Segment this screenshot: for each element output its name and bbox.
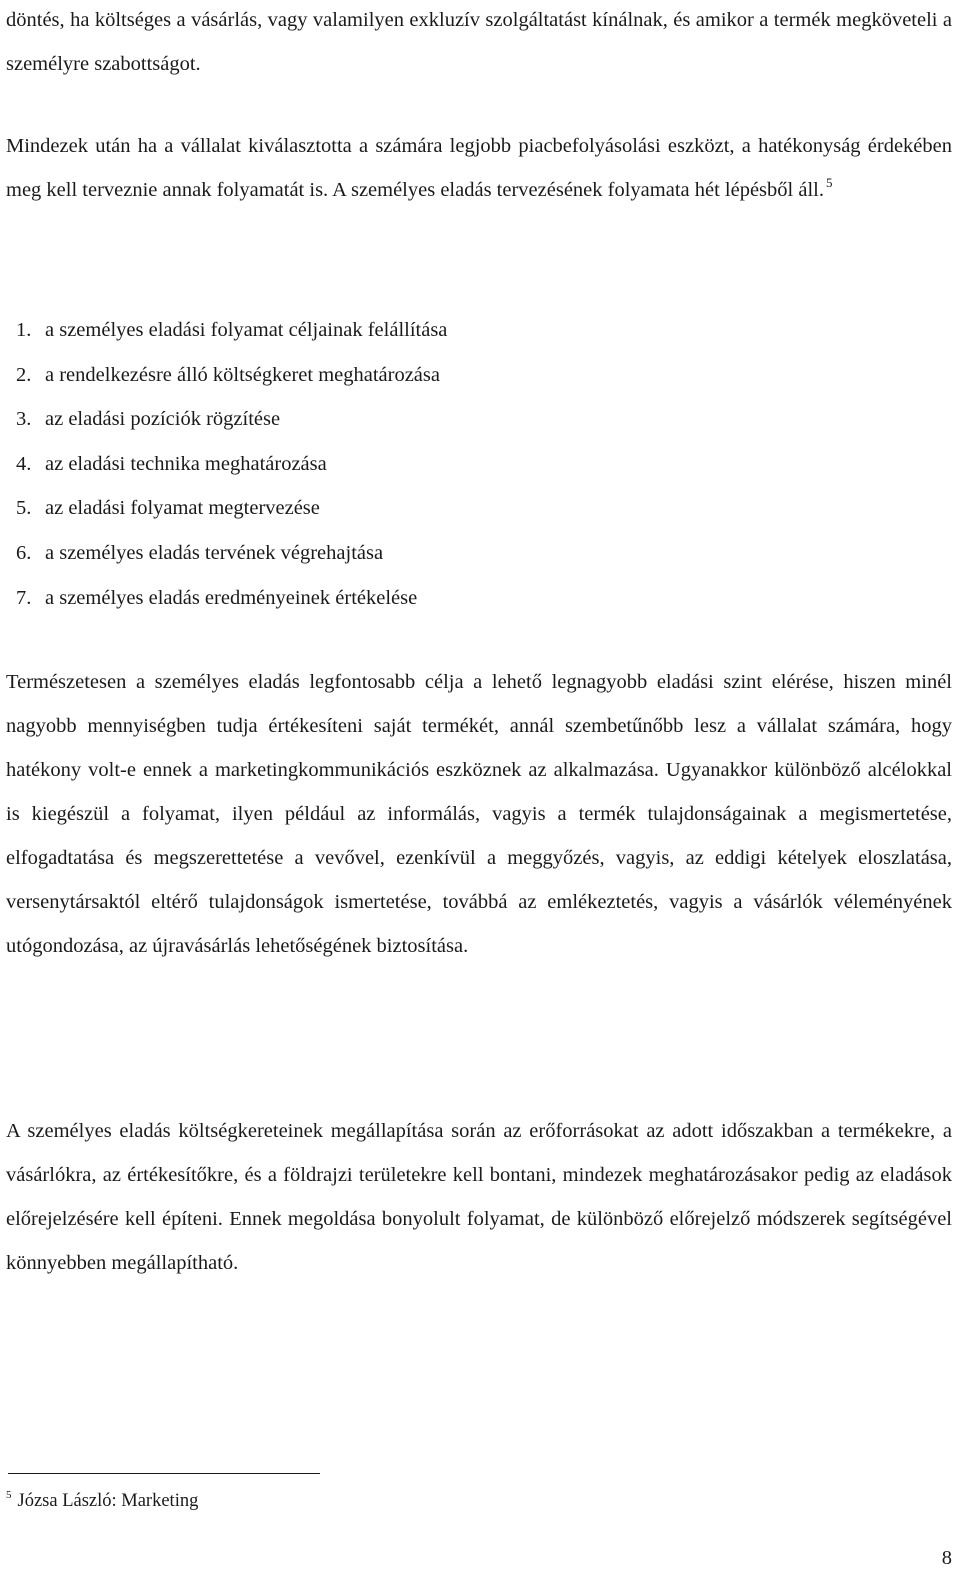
list-item-text: az eladási pozíciók rögzítése (45, 408, 281, 431)
list-item-number: 2. (16, 363, 32, 386)
list-item-number: 7. (16, 586, 32, 609)
planning-steps-list (6, 308, 952, 620)
footnote-reference: 5 (825, 175, 833, 190)
footnote (6, 1488, 198, 1516)
paragraph-intro-text: Mindezek után ha a vállalat kiválasztotta a számára legjobb piacbefolyásolási eszközt, a hatékonyság érdekében meg kell terveznie annak folyamatát is. A személyes eladás tervezésének folyamata hét lépésből áll. (6, 135, 952, 201)
list-item-text: a személyes eladás eredményeinek értékelése (45, 586, 418, 609)
paragraph-continuation: döntés, ha költséges a vásárlás, vagy valamilyen exkluzív szolgáltatást kínálnak, és amikor a termék megköveteli a személyre szabottságot. (6, 9, 952, 75)
paragraph-intro (6, 124, 952, 214)
list-item-number: 5. (16, 497, 32, 520)
list-item (6, 353, 952, 398)
list-item (6, 486, 952, 531)
list-item (6, 531, 952, 576)
page-number: 8 (941, 1547, 952, 1569)
footnote-marker: 5 (6, 1489, 12, 1501)
paragraph-goals: Természetesen a személyes eladás legfontosabb célja a lehető legnagyobb eladási szint elérése, hiszen minél nagyobb mennyiségben tudja értékesíteni saját termékét, annál szembetűnőbb lesz a vállalat számára, hogy hatékony volt-e ennek a marketingkommunikációs eszköznek az alkalmazása. Ugyanakkor különböző alcélokkal is kiegészül a folyamat, ilyen például az informálás, vagyis a termék tulajdonságainak a megismertetése, elfogadtatása és megszerettetése a vevővel, ezenkívül a meggyőzés, vagyis, az eddigi kételyek eloszlatása, versenytársaktól eltérő tulajdonságok ismertetése, továbbá az emlékeztetés, vagyis a vásárlók véleményének utógondozása, az újravásárlás lehetőségének biztosítása. (6, 671, 952, 957)
list-item-text: a rendelkezésre álló költségkeret meghatározása (45, 363, 440, 386)
list-item-number: 3. (16, 408, 32, 431)
footnote-text: Józsa László: Marketing (17, 1491, 199, 1511)
list-item-number: 6. (16, 541, 32, 564)
list-item (6, 397, 952, 442)
list-item (6, 308, 952, 353)
paragraph-budget: A személyes eladás költségkereteinek megállapítása során az erőforrásokat az adott időszakban a termékekre, a vásárlókra, az értékesítőkre, és a földrajzi területekre kell bontani, mindezek meghatározásakor pedig az eladások előrejelzésére kell építeni. Ennek megoldása bonyolult folyamat, de különböző előrejelző módszerek segítségével könnyebben megállapítható. (6, 1120, 952, 1274)
list-item-text: a személyes eladási folyamat céljainak felállítása (45, 319, 448, 341)
list-item (6, 576, 952, 621)
list-item (6, 442, 952, 487)
list-item-text: az eladási technika meghatározása (45, 452, 327, 475)
list-item-number: 1. (16, 319, 32, 341)
list-item-text: a személyes eladás tervének végrehajtása (45, 541, 384, 564)
footnote-divider (8, 1473, 320, 1474)
list-item-text: az eladási folyamat megtervezése (45, 497, 320, 520)
list-item-number: 4. (16, 452, 32, 475)
